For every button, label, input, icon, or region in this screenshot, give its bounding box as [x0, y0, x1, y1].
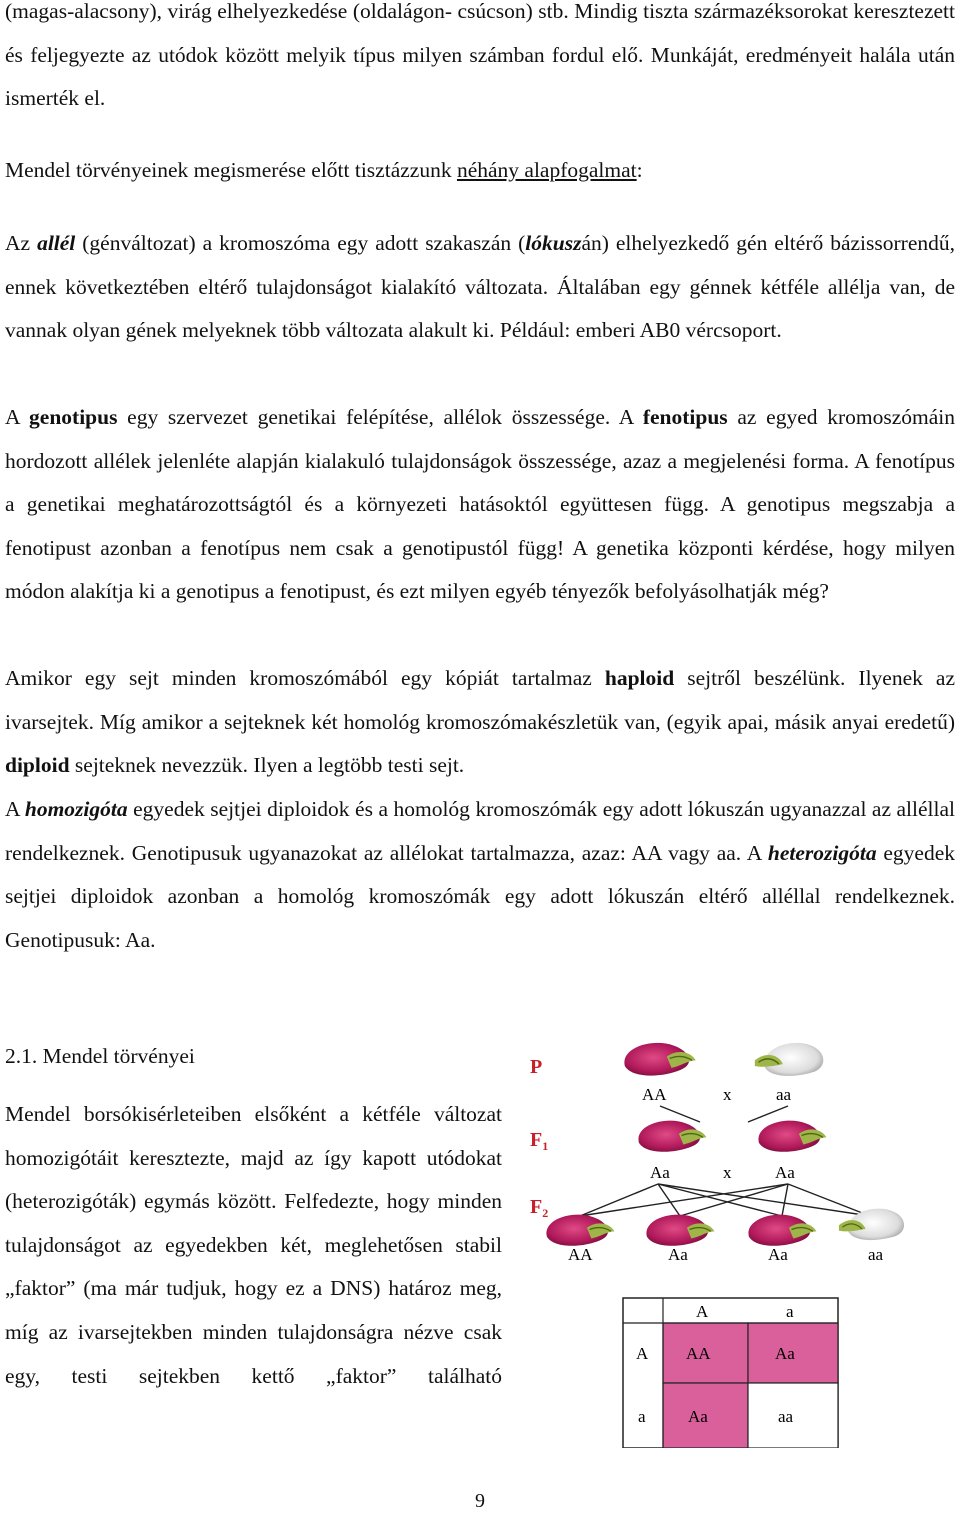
white-flower-icon: [755, 1043, 823, 1076]
red-flower-icon: [646, 1215, 714, 1246]
punnett-cell-text: AA: [686, 1344, 711, 1363]
punnett-col-header: a: [786, 1302, 794, 1321]
section-text: Mendel borsókisérleteiben elsőként a kétféle változat homozigótáit keresztezte, majd az így kapott utódokat (heterozigóták) egymás között. Felfedezte, hogy minden tulajdonságot az egyedekben két, meglehetősen stabil „faktor” (ma már tudjuk, hogy ez a DNS) határoz meg, míg az ivarsejtekben minden tulajdonságra nézve csak egy, testi sejtekben kettő „faktor” található: [5, 1102, 502, 1388]
punnett-row-header: a: [638, 1407, 646, 1426]
mendel-cross-figure: [520, 1038, 920, 1448]
paragraph-concepts-intro: Mendel törvényeinek megismerése előtt tisztázzunk néhány alapfogalmat:: [5, 158, 643, 182]
punnett-cell-text: Aa: [775, 1344, 795, 1363]
f2-genotype-3: Aa: [768, 1245, 788, 1264]
f2-genotype-1: AA: [568, 1245, 593, 1264]
label-f2: $F_2$: [530, 1196, 549, 1220]
punnett-square: [623, 1298, 838, 1448]
f2-cross-lines: [580, 1184, 870, 1216]
label-f1: $F_1$: [530, 1129, 549, 1153]
label-p: P: [530, 1056, 543, 1078]
cross-line: [748, 1106, 788, 1122]
f1-cross-sign: x: [723, 1163, 732, 1182]
punnett-row-header: A: [636, 1344, 649, 1363]
paragraph-allele: Az allél (génváltozat) a kromoszóma egy adott szakaszán (lókuszán) elhelyezkedő gén eltérő bázissorrendű, ennek következtében eltérő tulajdonságot kialakító változata. Általában egy génnek kétféle allélja van, de vannak olyan gének melyeknek több változata alakult ki. Például: emberi AB0 vércsoport.: [5, 231, 955, 342]
p-left-genotype: AA: [642, 1085, 667, 1104]
paragraph-zygosity: A homozigóta egyedek sejtjei diploidok és a homológ kromoszómák egy adott lókuszán ugyanazzal az alléllal rendelkeznek. Genotipusuk ugyanazokat az allélokat tartalmazza, azaz: AA vagy aa. A heterozigóta egyedek sejtjei diploidok azonban a homológ kromoszómák egy adott lókuszán eltérő alléllal rendelkeznek. Genotipusuk: Aa.: [5, 797, 956, 952]
f2-genotype-2: Aa: [668, 1245, 688, 1264]
punnett-cell-text: aa: [778, 1407, 794, 1426]
p-right-genotype: aa: [776, 1085, 792, 1104]
term-diploid: diploid: [5, 753, 70, 777]
concepts-link[interactable]: néhány alapfogalmat: [456, 158, 637, 182]
p-cross-sign: x: [723, 1085, 732, 1104]
red-flower-icon: [758, 1121, 826, 1152]
f1-right-genotype: Aa: [775, 1163, 795, 1182]
term-phenotype: fenotipus: [642, 405, 728, 429]
red-flower-icon: [638, 1121, 706, 1152]
term-heterozygous: heterozigóta: [767, 840, 877, 865]
red-flower-icon: [624, 1043, 695, 1076]
term-allele: allél: [37, 231, 76, 255]
page-number: 9: [475, 1490, 485, 1512]
paragraph-intro-continuation: (magas-alacsony), virág elhelyezkedése (oldalágon- csúcson) stb. Mindig tiszta származéksorokat keresztezett és feljegyezte az utódok között melyik típus milyen számban fordul elő. Munkáját, eredményeit halála után ismerték el.: [5, 0, 955, 110]
paragraph-genotype: A genotipus egy szervezet genetikai felépítése, allélok összessége. A fenotipus az egyed kromoszómáin hordozott allélek jelenléte alapján kialakuló tulajdonságok összessége, azaz a megjelenési forma. A fenotípus a genetikai meghatározottságtól és a környezeti hatásoktól együttesen függ. A genotipus megszabja a fenotipust azonban a fenotípus nem csak a genotipustól függ! A genetika központi kérdése, hogy milyen módon alakítja ki a genotipus a fenotipust, és ezt milyen egyéb tényezők befolyásolhatják még?: [5, 405, 955, 603]
paragraph-haploid-diploid: Amikor egy sejt minden kromoszómából egy kópiát tartalmaz haploid sejtről beszélünk. Ilyenek az ivarsejtek. Míg amikor a sejteknek két homológ kromoszómakészletük van, (egyik apai, másik anyai eredetű) diploid sejteknek nevezzük. Ilyen a legtöbb testi sejt.: [5, 666, 955, 777]
section-heading: 2.1. Mendel törvényei: [5, 1044, 195, 1068]
red-flower-icon: [748, 1215, 816, 1246]
punnett-cell-text: Aa: [688, 1407, 708, 1426]
f2-genotype-4: aa: [868, 1245, 884, 1264]
punnett-col-header: A: [696, 1302, 709, 1321]
cross-line: [660, 1106, 700, 1122]
red-flower-icon: [546, 1215, 614, 1246]
term-genotype: genotipus: [29, 405, 118, 429]
term-homozygous: homozigóta: [24, 797, 128, 821]
term-locus: lókusz: [525, 231, 582, 255]
f1-left-genotype: Aa: [650, 1163, 670, 1182]
term-haploid: haploid: [604, 666, 675, 690]
